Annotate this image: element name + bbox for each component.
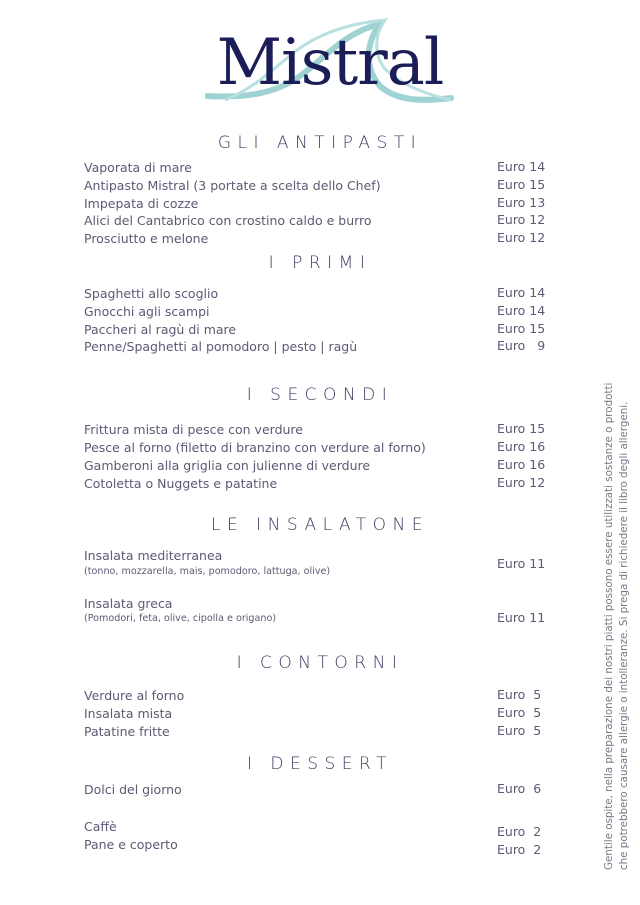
- menu-item: Impepata di cozze: [84, 196, 199, 211]
- menu-price: Euro 5: [497, 687, 542, 702]
- menu-price: Euro 16: [497, 457, 546, 472]
- menu-item: Caffè: [84, 819, 117, 834]
- section-title-primi: I PRIMI: [268, 253, 372, 273]
- menu-item: Spaghetti allo scoglio: [84, 286, 219, 301]
- menu-item: Frittura mista di pesce con verdure: [84, 422, 303, 437]
- menu-price: Euro 12: [497, 230, 546, 245]
- menu-item-description: (Pomodori, feta, olive, cipolla e origano): [84, 613, 277, 624]
- menu-item: Gnocchi agli scampi: [84, 304, 210, 319]
- menu-item: Verdure al forno: [84, 688, 185, 703]
- menu-item: Paccheri al ragù di mare: [84, 322, 237, 337]
- section-title-contorni: I CONTORNI: [236, 653, 404, 673]
- menu-price: Euro 12: [497, 212, 546, 227]
- menu-price: Euro 14: [497, 303, 546, 318]
- menu-price: Euro 15: [497, 321, 546, 336]
- menu-price: Euro 14: [497, 159, 546, 174]
- logo: [205, 14, 455, 106]
- menu-item: Alici del Cantabrico con crostino caldo e burro: [84, 213, 372, 228]
- section-title-dessert: I DESSERT: [246, 754, 394, 774]
- menu-price: Euro 5: [497, 705, 542, 720]
- menu-price: Euro 15: [497, 177, 546, 192]
- menu-item: Antipasto Mistral (3 portate a scelta dello Chef): [84, 178, 381, 193]
- logo-text: Mistral: [216, 26, 444, 100]
- menu-price: Euro 15: [497, 421, 546, 436]
- section-title-secondi: I SECONDI: [246, 385, 394, 405]
- menu-item: Patatine fritte: [84, 724, 170, 739]
- allergen-note: [602, 382, 632, 870]
- menu-item: Prosciutto e melone: [84, 231, 209, 246]
- allergen-note-line1: Gentile ospite, nella preparazione dei nostri piatti possono essere utilizzati sostanze o prodotti: [603, 382, 615, 870]
- menu-price: Euro 6: [497, 781, 542, 796]
- section-title-insalatone: LE INSALATONE: [211, 515, 429, 535]
- menu-price: Euro 9: [497, 338, 546, 353]
- menu-price: Euro 11: [497, 610, 546, 625]
- menu-price: Euro 14: [497, 285, 546, 300]
- menu-item: Vaporata di mare: [84, 160, 192, 175]
- menu-item: Penne/Spaghetti al pomodoro | pesto | ragù: [84, 339, 358, 354]
- menu-price: Euro 5: [497, 723, 542, 738]
- menu-item: Gamberoni alla griglia con julienne di verdure: [84, 458, 371, 473]
- allergen-note-line2: che potrebbero causare allergie o intolleranze. Si prega di richiedere il libro degli allergeni.: [618, 401, 630, 870]
- menu-item: Cotoletta o Nuggets e patatine: [84, 476, 278, 491]
- menu-item: Dolci del giorno: [84, 782, 182, 797]
- menu-price: Euro 16: [497, 439, 546, 454]
- section-title-antipasti: GLI ANTIPASTI: [217, 133, 423, 153]
- menu-price: Euro 2: [497, 842, 542, 857]
- menu-price: Euro 2: [497, 824, 542, 839]
- menu-item: Insalata greca: [84, 596, 173, 611]
- menu-item: Insalata mista: [84, 706, 173, 721]
- menu-item: Pesce al forno (filetto di branzino con verdure al forno): [84, 440, 426, 455]
- menu-item: Insalata mediterranea: [84, 548, 223, 563]
- menu-item: Pane e coperto: [84, 837, 178, 852]
- menu-item-description: (tonno, mozzarella, mais, pomodoro, lattuga, olive): [84, 566, 331, 577]
- menu-price: Euro 11: [497, 556, 546, 571]
- menu-price: Euro 13: [497, 195, 546, 210]
- menu-price: Euro 12: [497, 475, 546, 490]
